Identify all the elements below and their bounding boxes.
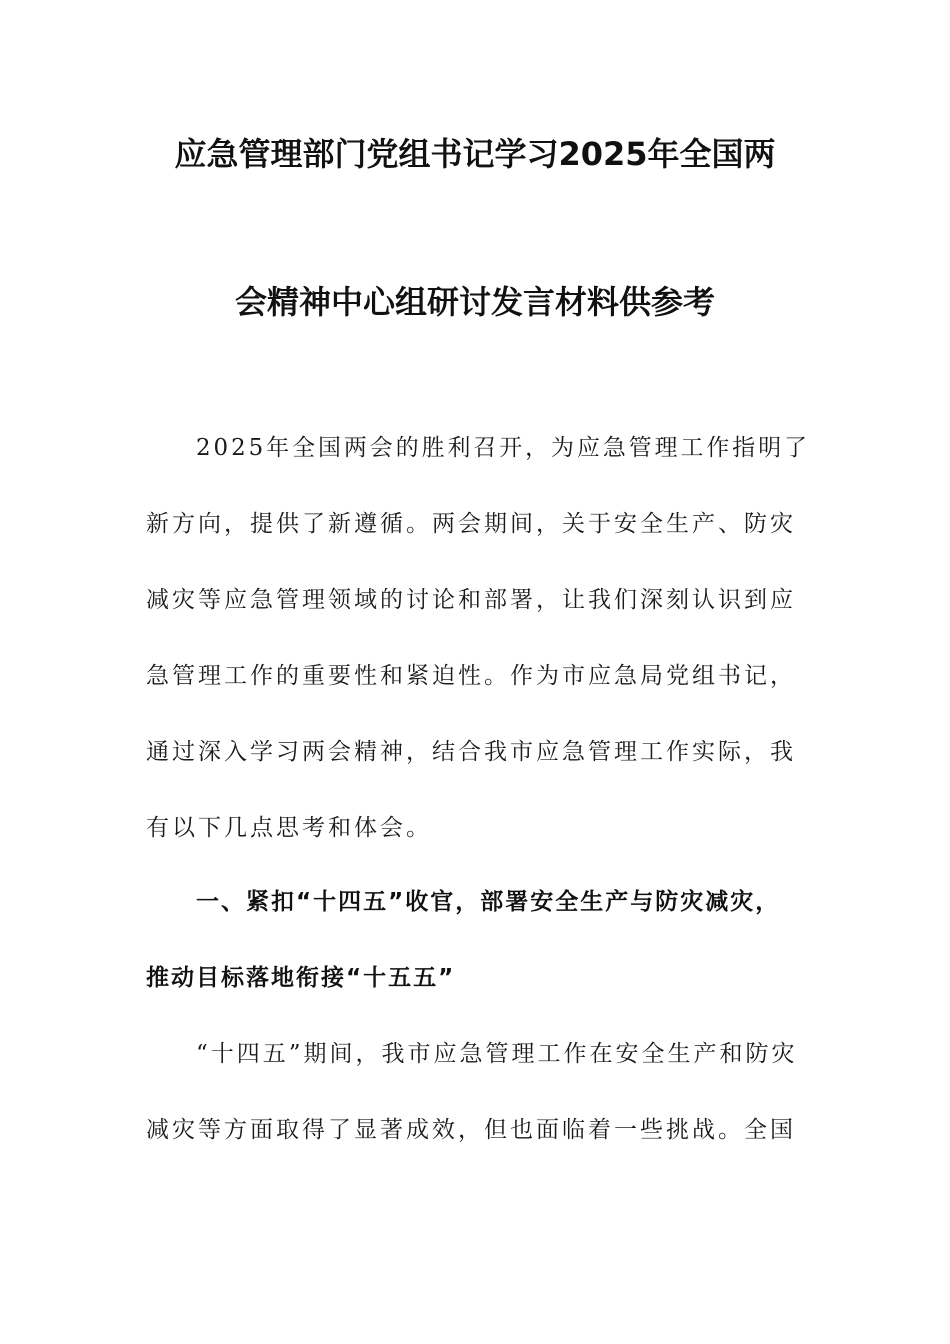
section-paragraph-line: “十四五”期间，我市应急管理工作在安全生产和防灾 (196, 1041, 798, 1067)
section-heading-line-1: 一、紧扣“十四五”收官，部署安全生产与防灾减灾， (196, 889, 781, 915)
document-title-line-1: 应急管理部门党组书记学习2025年全国两 (174, 135, 776, 173)
intro-paragraph-line: 2025年全国两会的胜利召开，为应急管理工作指明了 (196, 435, 810, 461)
intro-paragraph-line: 通过深入学习两会精神，结合我市应急管理工作实际，我 (146, 739, 796, 765)
intro-paragraph-line: 有以下几点思考和体会。 (146, 815, 432, 841)
intro-paragraph-line: 减灾等应急管理领域的讨论和部署，让我们深刻认识到应 (146, 587, 796, 613)
section-paragraph-line: 减灾等方面取得了显著成效，但也面临着一些挑战。全国 (146, 1117, 796, 1143)
intro-paragraph-line: 新方向，提供了新遵循。两会期间，关于安全生产、防灾 (146, 511, 796, 537)
document-title-line-2: 会精神中心组研讨发言材料供参考 (234, 283, 715, 321)
intro-paragraph-line: 急管理工作的重要性和紧迫性。作为市应急局党组书记， (146, 663, 796, 689)
section-heading-line-2: 推动目标落地衔接“十五五” (146, 965, 456, 991)
